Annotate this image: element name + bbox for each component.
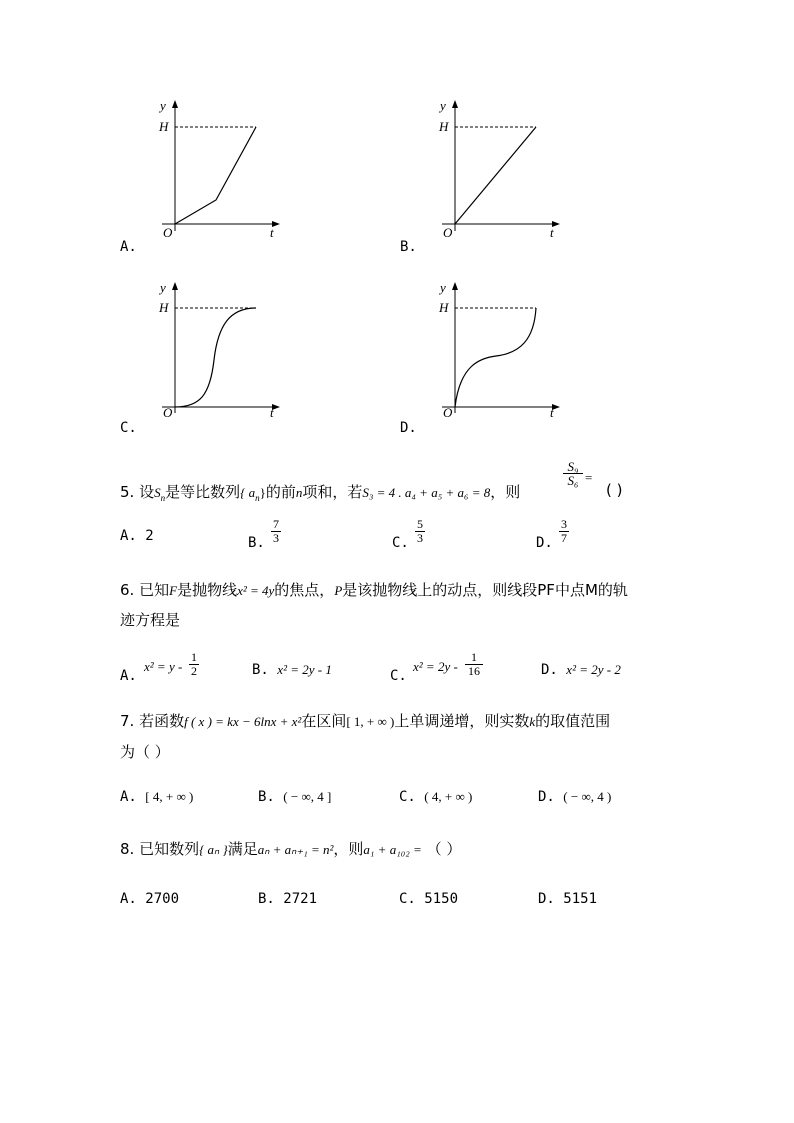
origin-label: O (443, 225, 453, 238)
graph-curve (175, 308, 256, 407)
q5-option-a[interactable]: A. 2 (120, 528, 154, 544)
q7-stem-line2: 为（ ） (120, 743, 170, 761)
q5-ratio-fraction: S₉ S₆ (562, 460, 584, 487)
graph-b (430, 98, 570, 238)
q7-option-a[interactable]: A. [ 4, + ∞ ) (120, 789, 194, 805)
q5-option-d-fraction: 3 7 (561, 517, 567, 545)
q5-number: 5. (120, 483, 135, 501)
q6-option-b[interactable]: B. x² = 2y - 1 (252, 662, 332, 678)
h-label: H (159, 119, 169, 134)
q6-option-d[interactable]: D. x² = 2y - 2 (541, 662, 621, 678)
q6-option-c-fraction: 1 16 (464, 651, 484, 678)
q7-stem: 7. 若函数f ( x ) = kx − 6lnx + x²在区间[ 1, + ∞ )上单调递增，则实数k的取值范围 (120, 712, 611, 730)
q6-option-a-fraction: 1 2 (191, 650, 197, 678)
q5-option-d[interactable]: D. (536, 535, 553, 551)
option-label-d: D. (400, 420, 417, 436)
q8-option-d[interactable]: D. 5151 (538, 891, 598, 907)
q6-option-a[interactable]: A. (120, 668, 137, 684)
y-label: y (440, 280, 446, 295)
y-axis-arrow (452, 282, 458, 290)
q6-stem: 6. 已知F是抛物线x² = 4y的焦点，P是该抛物线上的动点，则线段PF中点M的轨 (120, 581, 628, 599)
graph-c (150, 280, 290, 420)
q6-stem-line2: 迹方程是 (120, 611, 181, 629)
q8-option-a[interactable]: A. 2700 (120, 891, 180, 907)
origin-label: O (443, 405, 453, 420)
origin-label: O (163, 225, 173, 238)
y-axis-arrow (172, 100, 178, 108)
q5-equals: = (585, 470, 593, 485)
t-label: t (270, 405, 274, 420)
q6-option-a-expr: x² = y - (144, 659, 183, 674)
q5-option-b[interactable]: B. (248, 535, 265, 551)
h-label: H (439, 119, 449, 134)
t-label: t (550, 225, 554, 238)
t-label: t (270, 225, 274, 238)
q7-option-c[interactable]: C. ( 4, + ∞ ) (399, 789, 473, 805)
y-label: y (160, 98, 166, 113)
h-label: H (439, 300, 449, 315)
graph-curve (175, 127, 256, 224)
option-label-b: B. (400, 239, 417, 255)
graph-curve (455, 127, 536, 224)
origin-label: O (163, 405, 173, 420)
graph-d (430, 280, 570, 420)
q5-option-c-fraction: 5 3 (417, 517, 423, 545)
t-label: t (550, 405, 554, 420)
q5-stem: 5. 设$S_n$是等比数列{ $a_n$}的前n项和，若S₃ = 4 . a₄ + a₅ + a₆ = 8，则 (120, 483, 521, 503)
q6-option-c-expr: x² = 2y - (413, 659, 458, 674)
graph-curve (455, 308, 536, 407)
option-label-a: A. (120, 239, 137, 255)
q5-option-b-fraction: 7 3 (273, 517, 279, 545)
q5-answer-paren: ( ) (606, 481, 623, 499)
q7-option-b[interactable]: B. ( − ∞, 4 ] (258, 789, 332, 805)
q6-option-c[interactable]: C. (390, 668, 407, 684)
q5-option-c[interactable]: C. (392, 535, 409, 551)
y-axis-arrow (452, 100, 458, 108)
q8-option-b[interactable]: B. 2721 (258, 891, 318, 907)
option-label-c: C. (120, 420, 137, 436)
y-label: y (160, 280, 166, 295)
q8-option-c[interactable]: C. 5150 (399, 891, 459, 907)
h-label: H (159, 300, 169, 315)
q8-stem: 8. 已知数列{ aₙ }满足aₙ + aₙ₊₁ = n²，则a₁ + a₁₀₂ = （ ） (120, 840, 462, 858)
graph-a (150, 98, 290, 238)
y-label: y (440, 98, 446, 113)
y-axis-arrow (172, 282, 178, 290)
q7-option-d[interactable]: D. ( − ∞, 4 ) (538, 789, 612, 805)
